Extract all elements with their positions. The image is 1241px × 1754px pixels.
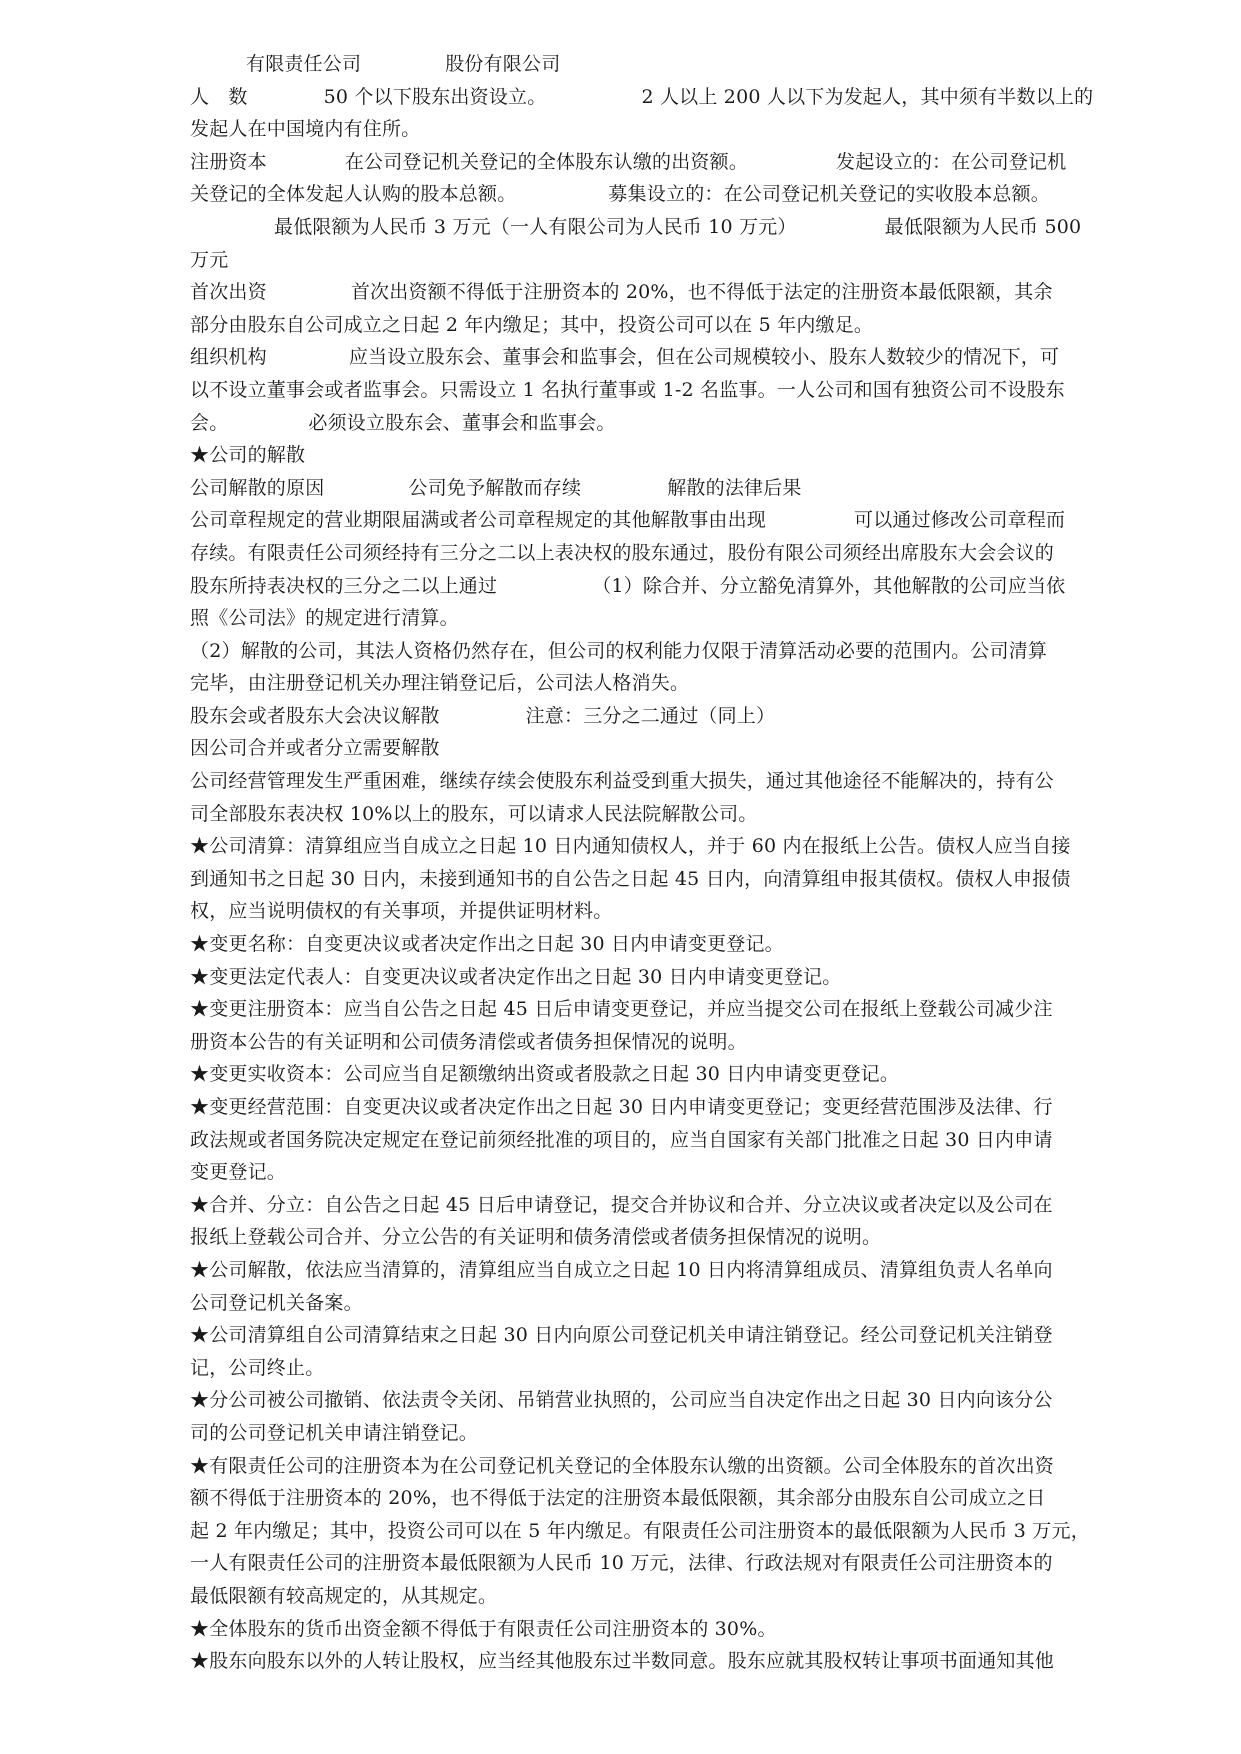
cell-llc: 50 个以下股东出资设立。 <box>323 85 547 108</box>
table-row-capital-cont: 关登记的全体发起人认购的股本总额。 募集设立的：在公司登记机关登记的实收股本总额。 <box>190 183 1051 206</box>
list-item-line: ★公司清算：清算组应当自成立之日起 10 日内通知债权人，并于 60 内在报纸上公告。债权人应当自接 <box>190 835 1071 858</box>
list-item <box>190 1384 1170 1449</box>
header-llc: 有限责任公司 <box>246 53 362 75</box>
table-row-minimum-cont: 万元 <box>190 248 229 271</box>
list-item <box>190 1058 1170 1091</box>
dissolution-row-1: 公司章程规定的营业期限届满或者公司章程规定的其他解散事由出现 可以通过修改公司章程而 <box>190 509 1066 532</box>
list-item <box>190 1450 1170 1613</box>
list-item <box>190 961 1170 994</box>
table-row-minimum <box>190 211 1170 244</box>
list-item-line: 起 2 年内缴足；其中，投资公司可以在 5 年内缴足。有限责任公司注册资本的最低限额为人民币 3 万元， <box>190 1519 1090 1542</box>
table-row-people <box>190 81 1170 114</box>
list-item <box>190 1319 1170 1384</box>
row-label: 组织机构 <box>190 346 267 369</box>
list-item <box>190 1613 1170 1646</box>
list-item-line: ★公司解散，依法应当清算的，清算组应当自成立之日起 10 日内将清算组成员、清算组负责人名单向 <box>190 1258 1053 1281</box>
cell-jsc: 最低限额为人民币 500 <box>884 215 1082 238</box>
list-item-line: 公司登记机关备案。 <box>190 1291 363 1314</box>
list-item-line: 政法规或者国务院决定规定在登记前须经批准的项目的，应当自国家有关部门批准之日起 30 日内申请 <box>190 1128 1053 1151</box>
table-row-org-cont2: 会。 必须设立股东会、董事会和监事会。 <box>190 411 616 434</box>
list-item-line: 记，公司终止。 <box>190 1356 325 1379</box>
list-item <box>190 1189 1170 1254</box>
table-header-row <box>190 48 1170 81</box>
dissolution-section: ★公司的解散 公司解散的原因 公司免予解散而存续 解散的法律后果 公司章程规定的营业期限届满或者公司章程规定的其他解散事由出现 可以通过修改公司章程而 存续。有限责任公司须经持有三分之二以上表决权的股东通过，股份有限公司须经出席股东大会会议的 股东所持表决权的三分之二以上通过 （1）除合并、分立豁免清算外，其他解散的公司应当依 照《公司法》的规定进行清算。 （2）解散的公司，其法人资格仍然存在，但公司的权利能力仅限于清算活动必要的范围内。公司清算 完毕，由注册登记机关办理注销登记后，公司法人格消失。 股东会或者股东大会决议解散 注意：三分之二通过（同上） 因公司合并或者分立需要解散 公司经营管理发生严重困难，继续存续会使股东利益受到重大损失，通过其他途径不能解决的，持有公 司全部股东表决权 10%以上的股东，可以请求人民法院解散公司。 <box>190 439 1170 830</box>
cell-llc: 在公司登记机关登记的全体股东认缴的出资额。 <box>344 150 749 173</box>
table-row-first: 首次出资 首次出资额不得低于注册资本的 20%，也不得低于法定的注册资本最低限额，其余 <box>190 281 1053 304</box>
list-item-line: ★变更注册资本：应当自公告之日起 45 日后申请变更登记，并应当提交公司在报纸上登载公司减少注 <box>190 998 1053 1021</box>
document-page <box>190 48 1170 1678</box>
row-label: 注册资本 <box>190 150 267 173</box>
list-item-line: ★变更名称：自变更决议或者决定作出之日起 30 日内申请变更登记。 <box>190 933 784 956</box>
list-item-line: ★合并、分立：自公告之日起 45 日后申请登记，提交合并协议和合并、分立决议或者决定以及公司在 <box>190 1193 1053 1216</box>
list-item-line: 额不得低于注册资本的 20%，也不得低于法定的注册资本最低限额，其余部分由股东自公司成立之日 <box>190 1487 1046 1510</box>
list-item-line: ★全体股东的货币出资金额不得低于有限责任公司注册资本的 30%。 <box>190 1617 777 1640</box>
list-item-line: ★公司清算组自公司清算结束之日起 30 日内向原公司登记机关申请注销登记。经公司登记机关注销登 <box>190 1324 1053 1347</box>
list-item <box>190 830 1170 928</box>
list-item <box>190 1645 1170 1678</box>
table-row-people-cont: 发起人在中国境内有住所。 <box>190 118 421 141</box>
list-item-line: ★变更法定代表人：自变更决议或者决定作出之日起 30 日内申请变更登记。 <box>190 965 842 988</box>
list-item-line: ★变更经营范围：自变更决议或者决定作出之日起 30 日内申请变更登记；变更经营范围涉及法律、行 <box>190 1096 1053 1118</box>
row-label: 首次出资 <box>190 281 267 304</box>
list-item-line: 到通知书之日起 30 日内，未接到通知书的自公告之日起 45 日内，向清算组申报其债权。债权人申报债 <box>190 867 1071 890</box>
cell-jsc: 发起设立的：在公司登记机 <box>836 150 1067 173</box>
list-item <box>190 928 1170 961</box>
list-item-line: ★股东向股东以外的人转让股权，应当经其他股东过半数同意。股东应就其股权转让事项书面通知其他 <box>190 1650 1055 1673</box>
dissolution-row-4: 因公司合并或者分立需要解散 <box>190 737 440 760</box>
section-heading: ★公司的解散 <box>190 444 306 467</box>
dissolution-row-5: 公司经营管理发生严重困难，继续存续会使股东利益受到重大损失，通过其他途径不能解决的，持有公 <box>190 770 1055 793</box>
list-item <box>190 993 1170 1058</box>
dissolution-row-3: 股东会或者股东大会决议解散 注意：三分之二通过（同上） <box>190 704 776 727</box>
list-item-line: 司的公司登记机关申请注销登记。 <box>190 1421 479 1444</box>
header-jsc: 股份有限公司 <box>445 53 561 75</box>
list-item <box>190 1254 1170 1319</box>
list-item-line: 册资本公告的有关证明和公司债务清偿或者债务担保情况的说明。 <box>190 1030 747 1053</box>
list-item-line: 报纸上登载公司合并、分立公告的有关证明和债务清偿或者债务担保情况的说明。 <box>190 1226 882 1249</box>
list-item-line: ★变更实收资本：公司应当自足额缴纳出资或者股款之日起 30 日内申请变更登记。 <box>190 1063 900 1086</box>
list-item-line: 一人有限责任公司的注册资本最低限额为人民币 10 万元，法律、行政法规对有限责任公司注册资本的 <box>190 1552 1053 1575</box>
comparison-table <box>190 48 1170 439</box>
table-row-org-cont: 以不设立董事会或者监事会。只需设立 1 名执行董事或 1-2 名监事。一人公司和国有独资公司不设股东 <box>190 378 1065 401</box>
list-item-line: ★分公司被公司撤销、依法责令关闭、吊销营业执照的，公司应当自决定作出之日起 30 日内向该分公 <box>190 1389 1053 1412</box>
starred-items <box>190 830 1170 1677</box>
table-row-first-cont: 部分由股东自公司成立之日起 2 年内缴足；其中，投资公司可以在 5 年内缴足。 <box>190 313 874 336</box>
table-row-capital <box>190 146 1170 179</box>
cell-jsc: 2 人以上 200 人以下为发起人，其中须有半数以上的 <box>641 85 1094 108</box>
list-item-line: 权，应当说明债权的有关事项，并提供证明材料。 <box>190 900 613 923</box>
cell-llc: 最低限额为人民币 3 万元（一人有限公司为人民币 10 万元） <box>274 215 797 238</box>
dissolution-header-row: 公司解散的原因 公司免予解散而存续 解散的法律后果 <box>190 476 802 499</box>
list-item <box>190 1091 1170 1189</box>
list-item-line: 变更登记。 <box>190 1161 287 1184</box>
list-item-line: 最低限额有较高规定的，从其规定。 <box>190 1584 498 1607</box>
list-item-line: ★有限责任公司的注册资本为在公司登记机关登记的全体股东认缴的出资额。公司全体股东的首次出资 <box>190 1454 1055 1477</box>
dissolution-row-2: （2）解散的公司，其法人资格仍然存在，但公司的权利能力仅限于清算活动必要的范围内。公司清算 <box>190 639 1048 662</box>
row-label: 人 数 <box>190 85 248 108</box>
table-row-org: 组织机构 应当设立股东会、董事会和监事会，但在公司规模较小、股东人数较少的情况下，可 <box>190 346 1060 369</box>
